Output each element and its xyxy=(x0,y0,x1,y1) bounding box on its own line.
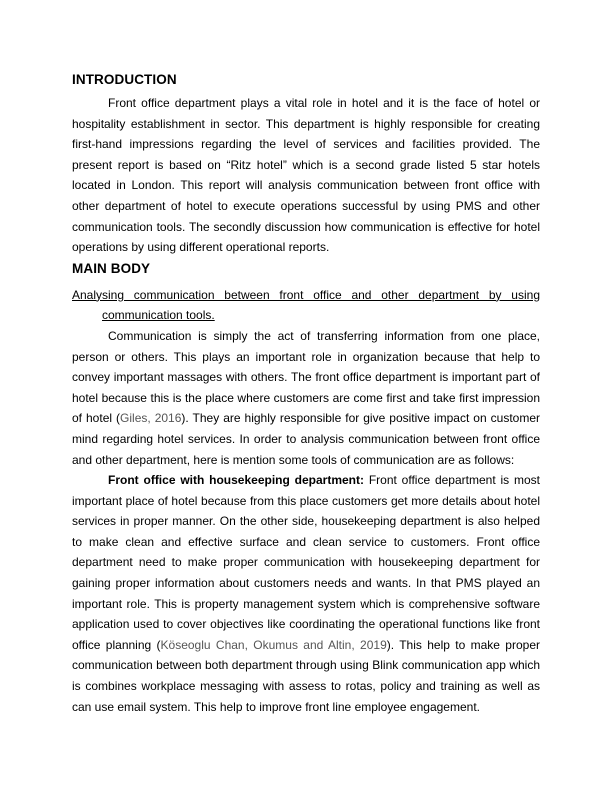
citation: Giles, 2016 xyxy=(120,411,182,426)
communication-tools-subheading: Analysing communication between front office and other department by using communication tools. xyxy=(72,287,540,323)
housekeeping-lead: Front office with housekeeping department: xyxy=(108,473,364,488)
paragraph-text: Front office department is most important place of hotel because from this place customers get more details about hotel services in proper manner. On the other side, housekeeping department is also helped to make clean and effective surface and clean service to customers. Front office department need to make proper communication with housekeeping department for gaining proper information about customers needs and wants. In that PMS played an important role. This is property management system which is comprehensive software application used to cover objectives like coordinating the operational functions like front office planning ( xyxy=(72,473,540,652)
main-body-heading: MAIN BODY xyxy=(72,260,151,276)
introduction-paragraph: Front office department plays a vital role in hotel and it is the face of hotel or hospitality establishment in sector. This department is highly responsible for creating first-hand impressions regarding the level of services and facilities provided. The present report is based on “Ritz hotel” which is a second grade listed 5 star hotels located in London. This report will analysis communication between front office with other department of hotel to execute operations successful by using PMS and other communication tools. The secondly discussion how communication is effective for hotel operations by using different operational reports. xyxy=(72,96,540,255)
housekeeping-paragraph xyxy=(72,470,540,717)
document-page xyxy=(72,70,540,717)
citation: Köseoglu Chan, Okumus and Altin, 2019 xyxy=(160,637,387,652)
paragraph-text: ). They are highly responsible for give positive impact on customer mind regarding hotel services. In order to analysis communication between front office and other department, here is mention some tools of communication are as follows: xyxy=(72,411,540,467)
introduction-heading: INTRODUCTION xyxy=(72,72,177,87)
paragraph-text: ). This help to make proper communication between both department through using Blink communication app which is combines workplace messaging with assess to rotas, policy and training as well as can use email system. This help to improve front line employee engagement. xyxy=(72,637,540,714)
communication-paragraph xyxy=(72,326,540,470)
paragraph-text: Communication is simply the act of transferring information from one place, person or others. This plays an important role in organization because that help to convey important massages with others. The front office department is important part of hotel because this is the place where customers are come first and take first impression of hotel ( xyxy=(72,328,540,426)
